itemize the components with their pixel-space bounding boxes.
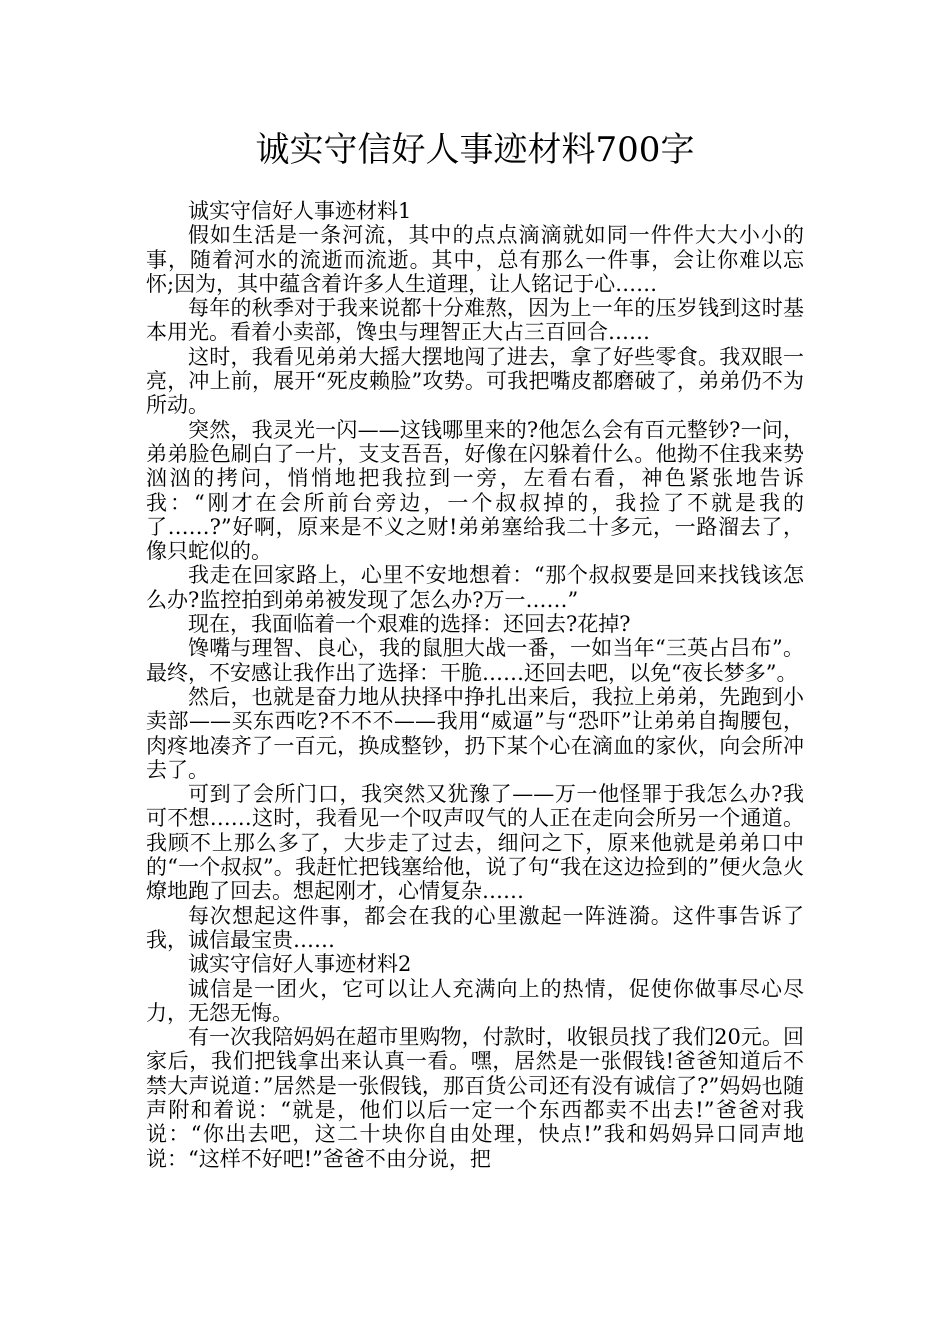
document-body — [146, 199, 804, 1171]
paragraph: 突然，我灵光一闪——这钱哪里来的?他怎么会有百元整钞?一问，弟弟脸色刷白了一片，支支吾吾，好像在闪躲着什么。他拗不住我来势汹汹的拷问，悄悄地把我拉到一旁，左看右看，神色紧张地告诉我：“刚才在会所前台旁边，一个叔叔掉的，我捡了不就是我的了……?”好啊，原来是不义之财!弟弟塞给我二十多元，一路溜去了，像只蛇似的。 — [146, 417, 804, 564]
paragraph: 可到了会所门口，我突然又犹豫了——万一他怪罪于我怎么办?我可不想……这时，我看见一个叹声叹气的人正在走向会所另一个通道。我顾不上那么多了，大步走了过去，细问之下，原来他就是弟弟口中的“一个叔叔”。我赶忙把钱塞给他，说了句“我在这边捡到的”便火急火燎地跑了回去。想起刚才，心情复杂…… — [146, 782, 804, 904]
section-heading-2: 诚实守信好人事迹材料2 — [188, 952, 412, 977]
paragraph: 假如生活是一条河流，其中的点点滴滴就如同一件件大大小小的事，随着河水的流逝而流逝。其中，总有那么一件事，会让你难以忘怀;因为，其中蕴含着许多人生道理，让人铭记于心…… — [146, 223, 804, 296]
section-heading-1: 诚实守信好人事迹材料1 — [188, 199, 412, 223]
paragraph: 现在，我面临着一个艰难的选择：还回去?花掉? — [188, 612, 631, 637]
paragraph: 馋嘴与理智、良心，我的鼠胆大战一番，一如当年“三英占吕布”。最终，不安感让我作出了选择：干脆……还回去吧，以免“夜长梦多”。 — [146, 636, 804, 685]
paragraph: 有一次我陪妈妈在超市里购物，付款时，收银员找了我们20元。回家后，我们把钱拿出来认真一看。嘿，居然是一张假钱!爸爸知道后不禁大声说道：”居然是一张假钱，那百货公司还有没有诚信了?”妈妈也随声附和着说：“就是，他们以后一定一个东西都卖不出去!”爸爸对我说：“你出去吧，这二十块你自由处理，快点!”我和妈妈异口同声地说：“这样不好吧!”爸爸不由分说，把 — [146, 1025, 804, 1171]
paragraph: 这时，我看见弟弟大摇大摆地闯了进去，拿了好些零食。我双眼一亮，冲上前，展开“死皮赖脸”攻势。可我把嘴皮都磨破了，弟弟仍不为所动。 — [146, 344, 804, 418]
paragraph: 我走在回家路上，心里不安地想着：“那个叔叔要是回来找钱该怎么办?监控拍到弟弟被发现了怎么办?万一……” — [146, 563, 804, 612]
paragraph: 每年的秋季对于我来说都十分难熬，因为上一年的压岁钱到这时基本用光。看着小卖部，馋虫与理智正大占三百回合…… — [146, 296, 804, 345]
paragraph: 然后，也就是奋力地从抉择中挣扎出来后，我拉上弟弟，先跑到小卖部——买东西吃?不不不——我用“威逼”与“恐吓”让弟弟自掏腰包，肉疼地凑齐了一百元，换成整钞，扔下某个心在滴血的家伙，向会所冲去了。 — [146, 684, 804, 782]
document-title: 诚实守信好人事迹材料700字 — [255, 130, 695, 170]
paragraph: 诚信是一团火，它可以让人充满向上的热情，促使你做事尽心尽力，无怨无悔。 — [146, 976, 804, 1025]
paragraph: 每次想起这件事，都会在我的心里激起一阵涟漪。这件事告诉了我，诚信最宝贵…… — [146, 903, 804, 952]
